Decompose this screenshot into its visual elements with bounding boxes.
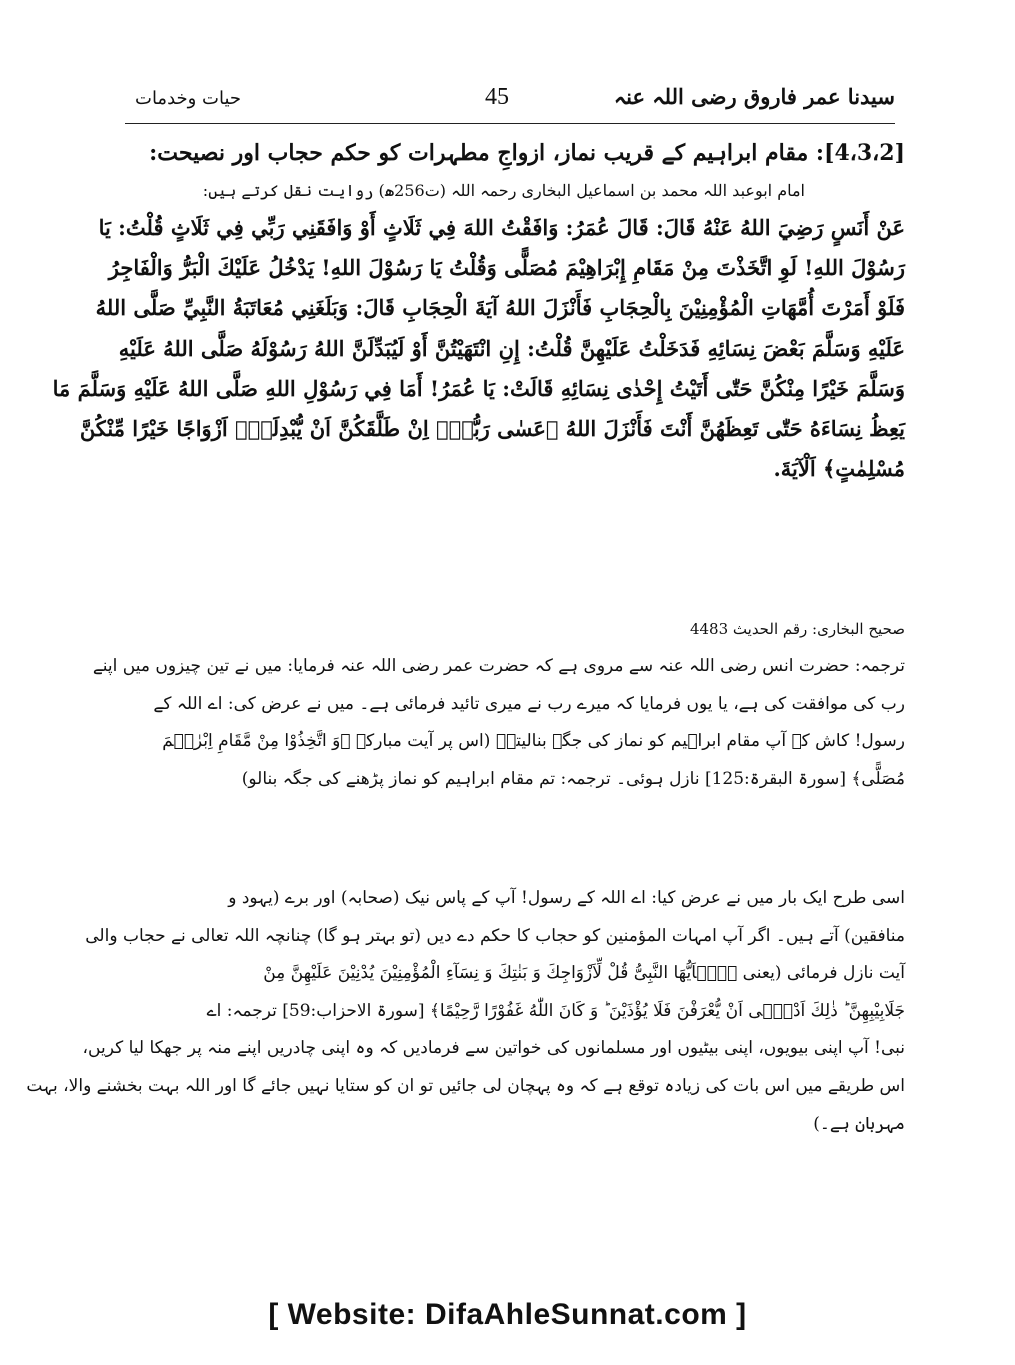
translation-line: رسول! کاش کہ آپ مقام ابراہیم کو نماز کی جگہ بنالیتے۔ (اس پر آیت مبارکہ ﴿وَ اتَّخِذُوْا مِنْ مَّقَامِ اِبْرٰهٖمَ xyxy=(162,731,905,752)
page-number: 45 xyxy=(485,84,509,110)
header-divider xyxy=(125,123,895,124)
translation-line: مہربان ہے۔) xyxy=(813,1113,905,1134)
section-heading: [4،3،2]: مقام ابراہیم کے قریب نماز، ازواجِ مطہرات کو حکم حجاب اور نصیحت: xyxy=(149,140,905,166)
arabic-line: وَسَلَّمَ خَيْرًا مِنْكُنَّ حَتّٰى أَتَيْتُ إِحْدٰى نِسَائِهِ قَالَتْ: يَا عُمَرُ! أَمَا فِي رَسُوْلِ اللهِ صَلَّى اللهُ عَلَيْهِ وَسَلَّمَ مَا xyxy=(52,375,905,401)
translation-line: ترجمہ: حضرت انس رضی اللہ عنہ سے مروی ہے کہ حضرت عمر رضی اللہ عنہ فرمایا: میں نے تین چیزوں میں اپنے xyxy=(92,656,905,676)
translation-paragraph-2 xyxy=(26,880,905,1300)
arabic-line: رَسُوْلَ اللهِ! لَوِ اتَّخَذْتَ مِنْ مَقَامِ إِبْرَاهِيْمَ مُصَلًّى وَقُلْتُ يَا رَسُوْلَ اللهِ! يَدْخُلُ عَلَيْكَ الْبَرُّ وَالْفَاجِرُ xyxy=(108,255,905,281)
page-header xyxy=(125,82,895,122)
translation-paragraph-1 xyxy=(92,648,905,874)
arabic-hadith-text xyxy=(52,208,905,610)
translation-line: آیت نازل فرمائی (یعنی ﴿یٰۤاَیُّهَا النَّبِیُّ قُلْ لِّاَزْوَاجِكَ وَ بَنٰتِكَ وَ نِسَآءِ الْمُؤْمِنِیْنَ یُدْنِیْنَ عَلَیْهِنَّ مِنْ xyxy=(263,963,905,984)
arabic-line: عَلَيْهِ وَسَلَّمَ بَعْضَ نِسَائِهِ فَدَخَلْتُ عَلَيْهِنَّ قُلْتُ: إِنِ انْتَهَيْتُنَّ أَوْ لَيُبَدِّلَنَّ اللهُ رَسُوْلَهُ صَلَّى اللهُ عَلَيْهِ xyxy=(118,335,905,361)
translation-line: نبی! آپ اپنی بیویوں، اپنی بیٹیوں اور مسلمانوں کی خواتین سے فرمادیں کہ وہ اپنی چادریں اپنے منہ پر جھکا لیا کریں، xyxy=(82,1038,905,1059)
running-title: حیات وخدمات xyxy=(135,88,242,109)
arabic-line: عَنْ أَنَسٍ رَضِيَ اللهُ عَنْهُ قَالَ: قَالَ عُمَرُ: وَافَقْتُ اللهَ فِي ثَلَاثٍ أَوْ وَافَقَنِي رَبِّي فِي ثَلَاثٍ قُلْتُ: يَا xyxy=(98,215,905,240)
translation-line: اسی طرح ایک بار میں نے عرض کیا: اے اللہ کے رسول! آپ کے پاس نیک (صحابہ) اور برے (یہود و xyxy=(228,888,905,908)
translation-line: رب کی موافقت کی ہے، یا یوں فرمایا کہ میرے رب نے میری تائید فرمائی ہے۔ میں نے عرض کی: اے اللہ کے xyxy=(153,693,905,714)
hadith-reference: صحیح البخاری: رقم الحدیث 4483 xyxy=(689,620,905,638)
translation-line: مُصَلًّى﴾ [سورۃ البقرۃ:125] نازل ہوئی۔ ترجمہ: تم مقام ابراہیم کو نماز پڑھنے کی جگہ بنالو) xyxy=(241,768,905,789)
book-title: سیدنا عمر فاروق رضی اللہ عنہ xyxy=(613,84,895,109)
arabic-line: مُسْلِمٰتٍ﴾ اَلْآيَةَ. xyxy=(773,456,905,482)
page-content xyxy=(26,134,905,1300)
translation-line: اس طریقے میں اس بات کی زیادہ توقع ہے کہ وہ پہچان لی جائیں تو ان کو ستایا نہیں جائے گا اور اللہ بہت بخشنے والا، بہت xyxy=(26,1075,905,1096)
arabic-line: يَعِظُ نِسَاءَهُ حَتّٰى تَعِظَهُنَّ أَنْتَ فَأَنْزَلَ اللهُ ﴿عَسٰى رَبُّهٗۤ اِنْ طَلَّقَكُنَّ اَنْ يُّبْدِلَهٗۤ اَزْوَاجًا خَيْرًا مِّنْكُنَّ xyxy=(79,416,905,442)
website-footer: [ Website: DifaAhleSunnat.com ] xyxy=(268,1298,747,1331)
translation-line: منافقین) آتے ہیں۔ اگر آپ امہات المؤمنین کو حجاب کا حکم دے دیں (تو بہتر ہو گا) چنانچہ اللہ تعالی نے حجاب والی xyxy=(85,925,905,946)
arabic-line: فَلَوْ أَمَرْتَ أُمَّهَاتِ الْمُؤْمِنِيْنَ بِالْحِجَابِ فَأَنْزَلَ اللهُ آيَةَ الْحِجَابِ قَالَ: وَبَلَغَنِي مُعَاتَبَةُ النَّبِيِّ صَلَّى اللهُ xyxy=(95,295,905,321)
translation-line: جَلَابِیْبِهِنَّ ؕ ذٰلِكَ اَدْنٰۤى اَنْ یُّعْرَفْنَ فَلَا یُؤْذَیْنَ ؕ وَ كَانَ اللّٰهُ غَفُوْرًا رَّحِیْمًا﴾ [سورۃ الاحزاب:59] ترجمہ: اے xyxy=(206,1000,905,1021)
narrator-line: امام ابوعبد اللہ محمد بن اسماعیل البخاری رحمہ اللہ (ت256ھ) روایت نقل کرتے ہیں: xyxy=(202,181,805,200)
